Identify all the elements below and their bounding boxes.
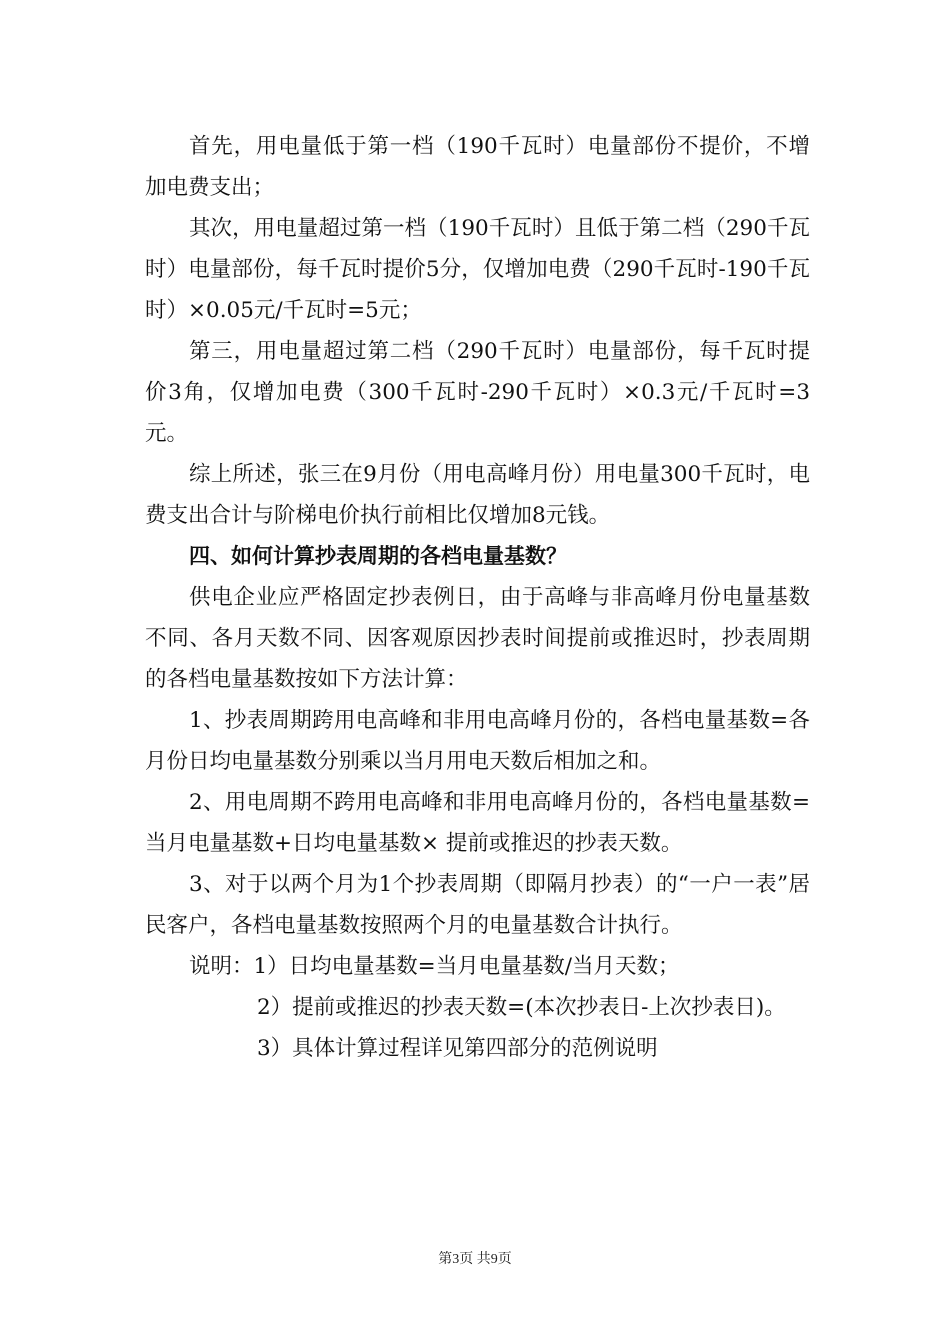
- document-body: [145, 126, 810, 1069]
- list-item-3: 3、对于以两个月为1个抄表周期（即隔月抄表）的“一户一表”居民客户，各档电量基数按照两个月的电量基数合计执行。: [145, 872, 810, 938]
- page-number-footer: 第3页 共9页: [438, 1252, 512, 1267]
- list-item-1: 1、抄表周期跨用电高峰和非用电高峰月份的，各档电量基数=各月份日均电量基数分别乘以当月用电天数后相加之和。: [145, 708, 810, 774]
- note-line-2: 2）提前或推迟的抄表天数=(本次抄表日-上次抄表日)。: [257, 995, 786, 1020]
- note-line-3: 3）具体计算过程详见第四部分的范例说明: [257, 1036, 658, 1061]
- paragraph-first: 首先，用电量低于第一档（190千瓦时）电量部份不提价，不增加电费支出；: [145, 134, 810, 200]
- section-heading: 四、如何计算抄表周期的各档电量基数？: [189, 544, 567, 568]
- paragraph-third: 第三，用电量超过第二档（290千瓦时）电量部份，每千瓦时提价3角，仅增加电费（300千瓦时-290千瓦时）×0.3元/千瓦时=3元。: [145, 339, 810, 446]
- section-intro: 供电企业应严格固定抄表例日，由于高峰与非高峰月份电量基数不同、各月天数不同、因客观原因抄表时间提前或推迟时，抄表周期的各档电量基数按如下方法计算：: [145, 585, 810, 692]
- note-line-1: 说明：1）日均电量基数=当月电量基数/当月天数；: [189, 954, 680, 979]
- list-item-2: 2、用电周期不跨用电高峰和非用电高峰月份的，各档电量基数=当月电量基数+日均电量基数× 提前或推迟的抄表天数。: [145, 790, 810, 856]
- paragraph-second: 其次，用电量超过第一档（190千瓦时）且低于第二档（290千瓦时）电量部份，每千瓦时提价5分，仅增加电费（290千瓦时-190千瓦时）×0.05元/千瓦时=5元；: [145, 216, 810, 323]
- paragraph-summary: 综上所述，张三在9月份（用电高峰月份）用电量300千瓦时，电费支出合计与阶梯电价执行前相比仅增加8元钱。: [145, 462, 810, 528]
